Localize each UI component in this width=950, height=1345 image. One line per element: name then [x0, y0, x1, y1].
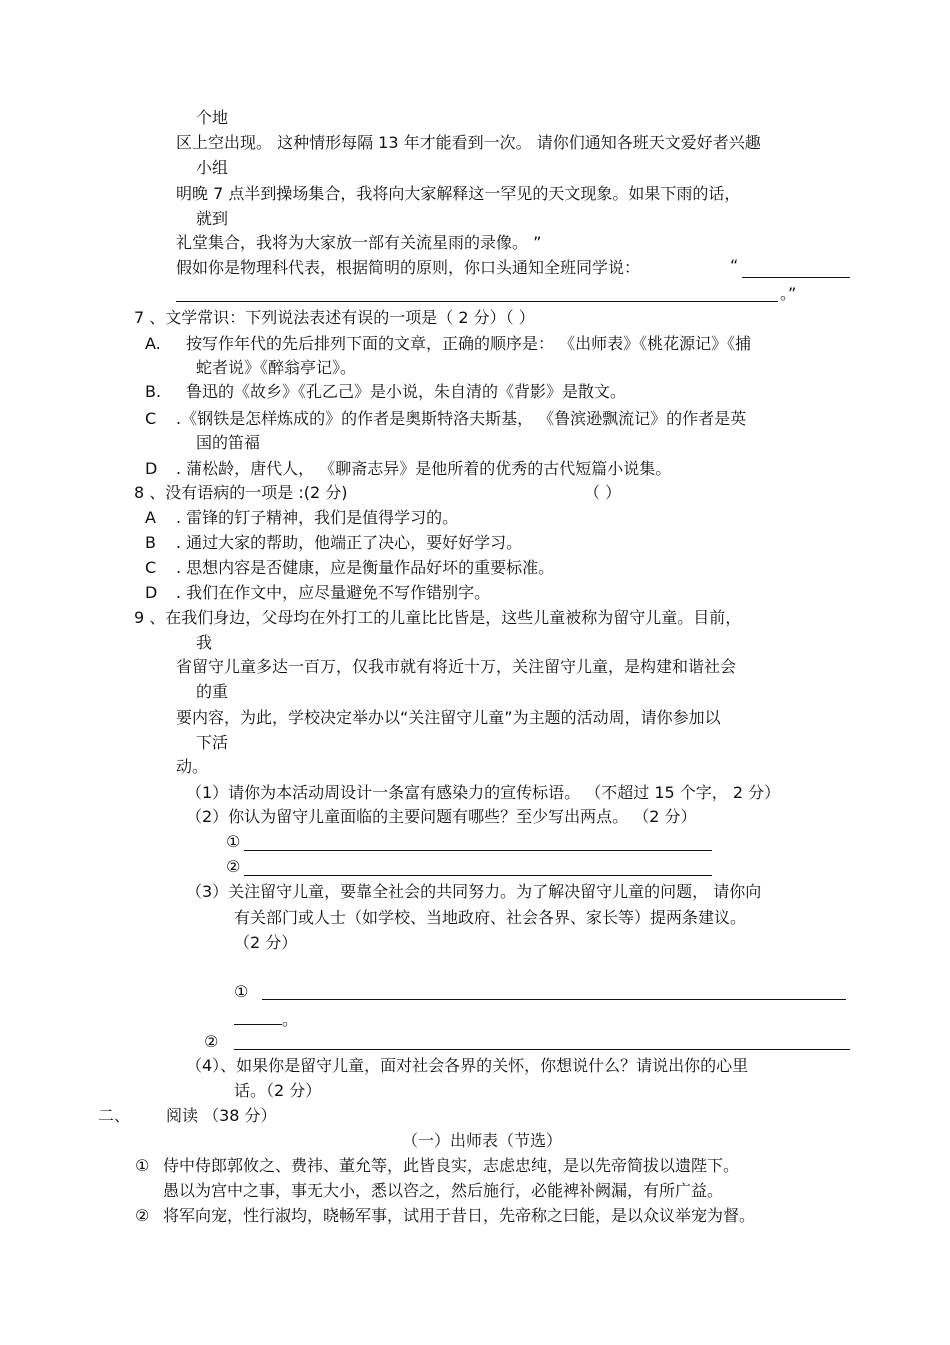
q9-sub-3-line-2: 有关部门或人士（如学校、当地政府、社会各界、家长等）提两条建议。 [234, 908, 747, 927]
section-2-title: 阅读 （38 分） [166, 1106, 277, 1125]
q9-line-6: 下活 [196, 733, 229, 752]
q7-option-a-letter: A. [145, 334, 161, 353]
q7-option-b-letter: B. [145, 382, 162, 401]
q8-answer-paren: （ ） [584, 483, 622, 502]
q9-sub-4-line-2: 话。（2 分） [234, 1081, 322, 1100]
q8-option-b-letter: B [145, 533, 156, 552]
q8-option-a-text: . 雷锋的钉子精神，我们是值得学习的。 [176, 508, 459, 527]
paragraph-2-mark: ② [135, 1206, 150, 1225]
q9-sub-2-blank-1[interactable] [244, 850, 712, 851]
q9-sub-1: （1）请你为本活动周设计一条富有感染力的宣传标语。 （不超过 15 个字， 2 分） [186, 783, 781, 802]
q8-option-c-letter: C [145, 558, 157, 577]
q8-option-d-text: . 我们在作文中，应尽量避免不写作错别字。 [176, 583, 491, 602]
q9-sub-3-circle-2: ② [204, 1032, 219, 1051]
q7-option-a-text: 按写作年代的先后排列下面的文章，正确的顺序是： 《出师表》《桃花源记》《捕 [186, 334, 752, 353]
q9-sub-3-blank-1[interactable] [262, 999, 846, 1000]
q6-open-quote: “ [730, 256, 739, 275]
q8-stem: 8 、没有语病的一项是 :(2 分) [134, 483, 348, 502]
q7-option-d-text: . 蒲松龄，唐代人， 《聊斋志异》是他所着的优秀的古代短篇小说集。 [176, 459, 672, 478]
paragraph-1-line-1: 侍中侍郎郭攸之、费祎、董允等，此皆良实，志虑忠纯，是以先帝简拔以遗陛下。 [163, 1156, 740, 1175]
q8-option-a-letter: A [145, 508, 156, 527]
q9-sub-3-blank-1-cont[interactable] [234, 1024, 282, 1025]
q9-sub-4-line-1: （4）、如果你是留守儿童，面对社会各界的关怀，你想说什么？请说出你的心里 [186, 1056, 749, 1075]
reading-1-title: （一）出师表（节选） [402, 1131, 563, 1150]
q9-sub-2: （2）你认为留守儿童面临的主要问题有哪些？至少写出两点。 （2 分） [186, 807, 697, 826]
q6-line-5: 就到 [196, 209, 229, 228]
paragraph-1-line-2: 愚以为宫中之事，事无大小，悉以咨之，然后施行，必能裨补阙漏，有所广益。 [163, 1181, 724, 1200]
q6-line-3: 小组 [196, 158, 229, 177]
q7-option-c-letter: C [145, 409, 157, 428]
section-2-number: 二、 [98, 1106, 131, 1125]
q9-sub-3-blank-2[interactable] [234, 1049, 850, 1050]
q7-option-a-cont: 蛇者说》《醉翁亭记》。 [196, 358, 357, 377]
q9-line-2: 我 [196, 633, 213, 652]
q9-sub-3-blank-1-end: 。 [282, 1010, 299, 1029]
q9-sub-2-blank-2[interactable] [244, 875, 712, 876]
q9-line-7: 动。 [176, 757, 209, 776]
q7-stem: 7 、文学常识：下列说法表述有误的一项是（ 2 分）（ ） [134, 308, 535, 327]
q6-line-4: 明晚 7 点半到操场集合，我将向大家解释这一罕见的天文现象。如果下雨的话， [176, 184, 741, 203]
q6-line-2: 区上空出现。 这种情形每隔 13 年才能看到一次。 请你们通知各班天文爱好者兴趣 [176, 133, 761, 152]
q9-sub-3-line-1: （3）关注留守儿童，要靠全社会的共同努力。为了解决留守儿童的问题， 请你向 [186, 882, 762, 901]
q6-close-mark: 。” [780, 284, 797, 303]
q7-option-c-text: .《钢铁是怎样炼成的》的作者是奥斯特洛夫斯基， 《鲁滨逊飘流记》的作者是英 [176, 409, 747, 428]
q7-option-b-text: 鲁迅的《故乡》《孔乙己》是小说，朱自清的《背影》是散文。 [186, 382, 627, 401]
q6-line-6: 礼堂集合，我将为大家放一部有关流星雨的录像。 ” [176, 233, 542, 252]
q7-option-d-letter: D [145, 459, 158, 478]
q8-option-b-text: . 通过大家的帮助，他端正了决心，要好好学习。 [176, 533, 523, 552]
paragraph-1-mark: ① [135, 1156, 150, 1175]
q7-option-c-cont: 国的笛福 [196, 433, 261, 452]
q8-option-d-letter: D [145, 583, 158, 602]
q6-line-7: 假如你是物理科代表，根据简明的原则，你口头通知全班同学说： [176, 258, 641, 277]
paragraph-2-line-1: 将军向宠，性行淑均，晓畅军事，试用于昔日，先帝称之曰能，是以众议举宠为督。 [163, 1206, 756, 1225]
q9-line-4: 的重 [196, 682, 229, 701]
q9-sub-2-circle-2: ② [226, 857, 241, 876]
q6-line-1: 个地 [196, 108, 229, 127]
q6-answer-blank-2[interactable] [176, 301, 778, 302]
q8-option-c-text: . 思想内容是否健康，应是衡量作品好坏的重要标准。 [176, 558, 555, 577]
q6-answer-blank-1[interactable] [742, 277, 850, 278]
q9-sub-3-circle-1: ① [234, 982, 249, 1001]
q9-line-5: 要内容，为此，学校决定举办以“关注留守儿童”为主题的活动周，请你参加以 [176, 708, 721, 727]
q9-sub-3-points: （2 分） [234, 933, 298, 952]
q9-sub-2-circle-1: ① [226, 832, 241, 851]
q9-line-3: 省留守儿童多达一百万，仅我市就有将近十万，关注留守儿童，是构建和谐社会 [176, 657, 737, 676]
q9-line-1: 9 、在我们身边，父母均在外打工的儿童比比皆是，这些儿童被称为留守儿童。目前， [134, 608, 742, 627]
